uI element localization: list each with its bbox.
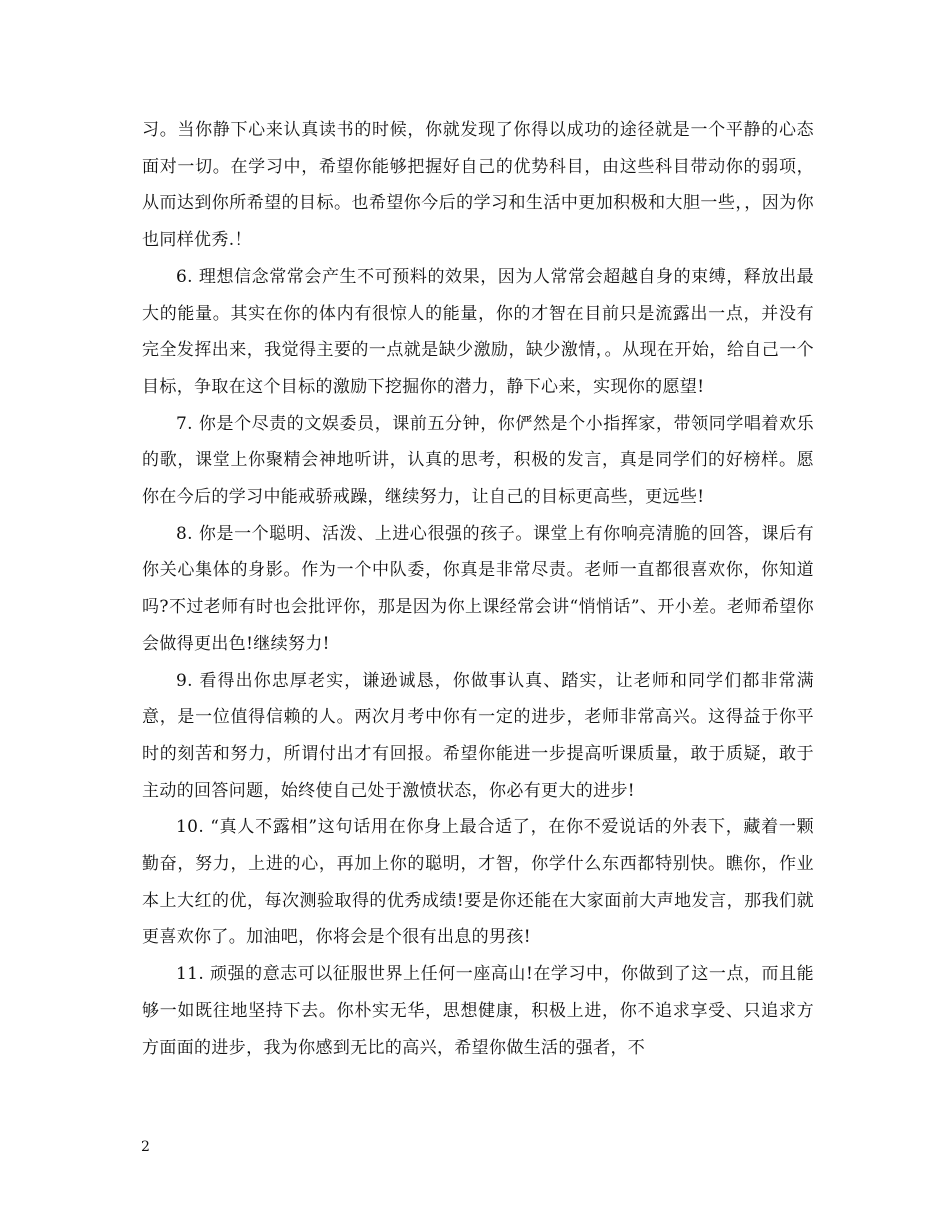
page-number: 2 — [141, 1139, 150, 1155]
paragraph-item-8: 8. 你是一个聪明、活泼、上进心很强的孩子。课堂上有你响亮清脆的回答，课后有你关心集体的身影。作为一个中队委，你真是非常尽责。老师一直都很喜欢你，你知道吗?不过老师有时也会批评你，那是因为你上课经常会讲“悄悄话”、开小差。老师希望你会做得更出色!继续努力! — [142, 523, 814, 654]
paragraph-item-10: 10. “真人不露相”这句话用在你身上最合适了，在你不爱说话的外表下，藏着一颗勤奋，努力，上进的心，再加上你的聪明，才智，你学什么东西都特别快。瞧你，作业本上大红的优，每次测验取得的优秀成绩!要是你还能在大家面前大声地发言，那我们就更喜欢你了。加油吧，你将会是个很有出息的男孩! — [142, 817, 814, 948]
paragraph-item-7: 7. 你是个尽责的文娱委员，课前五分钟，你俨然是个小指挥家，带领同学唱着欢乐的歌，课堂上你聚精会神地听讲，认真的思考，积极的发言，真是同学们的好榜样。愿你在今后的学习中能戒骄戒躁，继续努力，让自己的目标更高些，更远些! — [142, 413, 814, 508]
body-text — [142, 112, 814, 1066]
paragraph-item-9: 9. 看得出你忠厚老实，谦逊诚恳，你做事认真、踏实，让老师和同学们都非常满意，是一位值得信赖的人。两次月考中你有一定的进步，老师非常高兴。这得益于你平时的刻苦和努力，所谓付出才有回报。希望你能进一步提高听课质量，敢于质疑，敢于主动的回答问题，始终使自己处于激愤状态，你必有更大的进步! — [142, 670, 814, 801]
paragraph-item-6: 6. 理想信念常常会产生不可预料的效果，因为人常常会超越自身的束缚，释放出最大的能量。其实在你的体内有很惊人的能量，你的才智在目前只是流露出一点，并没有完全发挥出来，我觉得主要的一点就是缺少激励，缺少激情，。从现在开始，给自己一个目标，争取在这个目标的激励下挖掘你的潜力，静下心来，实现你的愿望! — [142, 266, 814, 397]
paragraph-continuation: 习。当你静下心来认真读书的时候，你就发现了你得以成功的途径就是一个平静的心态面对一切。在学习中，希望你能够把握好自己的优势科目，由这些科目带动你的弱项，从而达到你所希望的目标。也希望你今后的学习和生活中更加积极和大胆一些，，因为你也同样优秀.！ — [142, 120, 814, 251]
paragraph-item-11: 11. 顽强的意志可以征服世界上任何一座高山!在学习中，你做到了这一点，而且能够一如既往地坚持下去。你朴实无华，思想健康，积极上进，你不追求享受、只追求方方面面的进步，我为你感到无比的高兴，希望你做生活的强者，不 — [142, 964, 814, 1058]
